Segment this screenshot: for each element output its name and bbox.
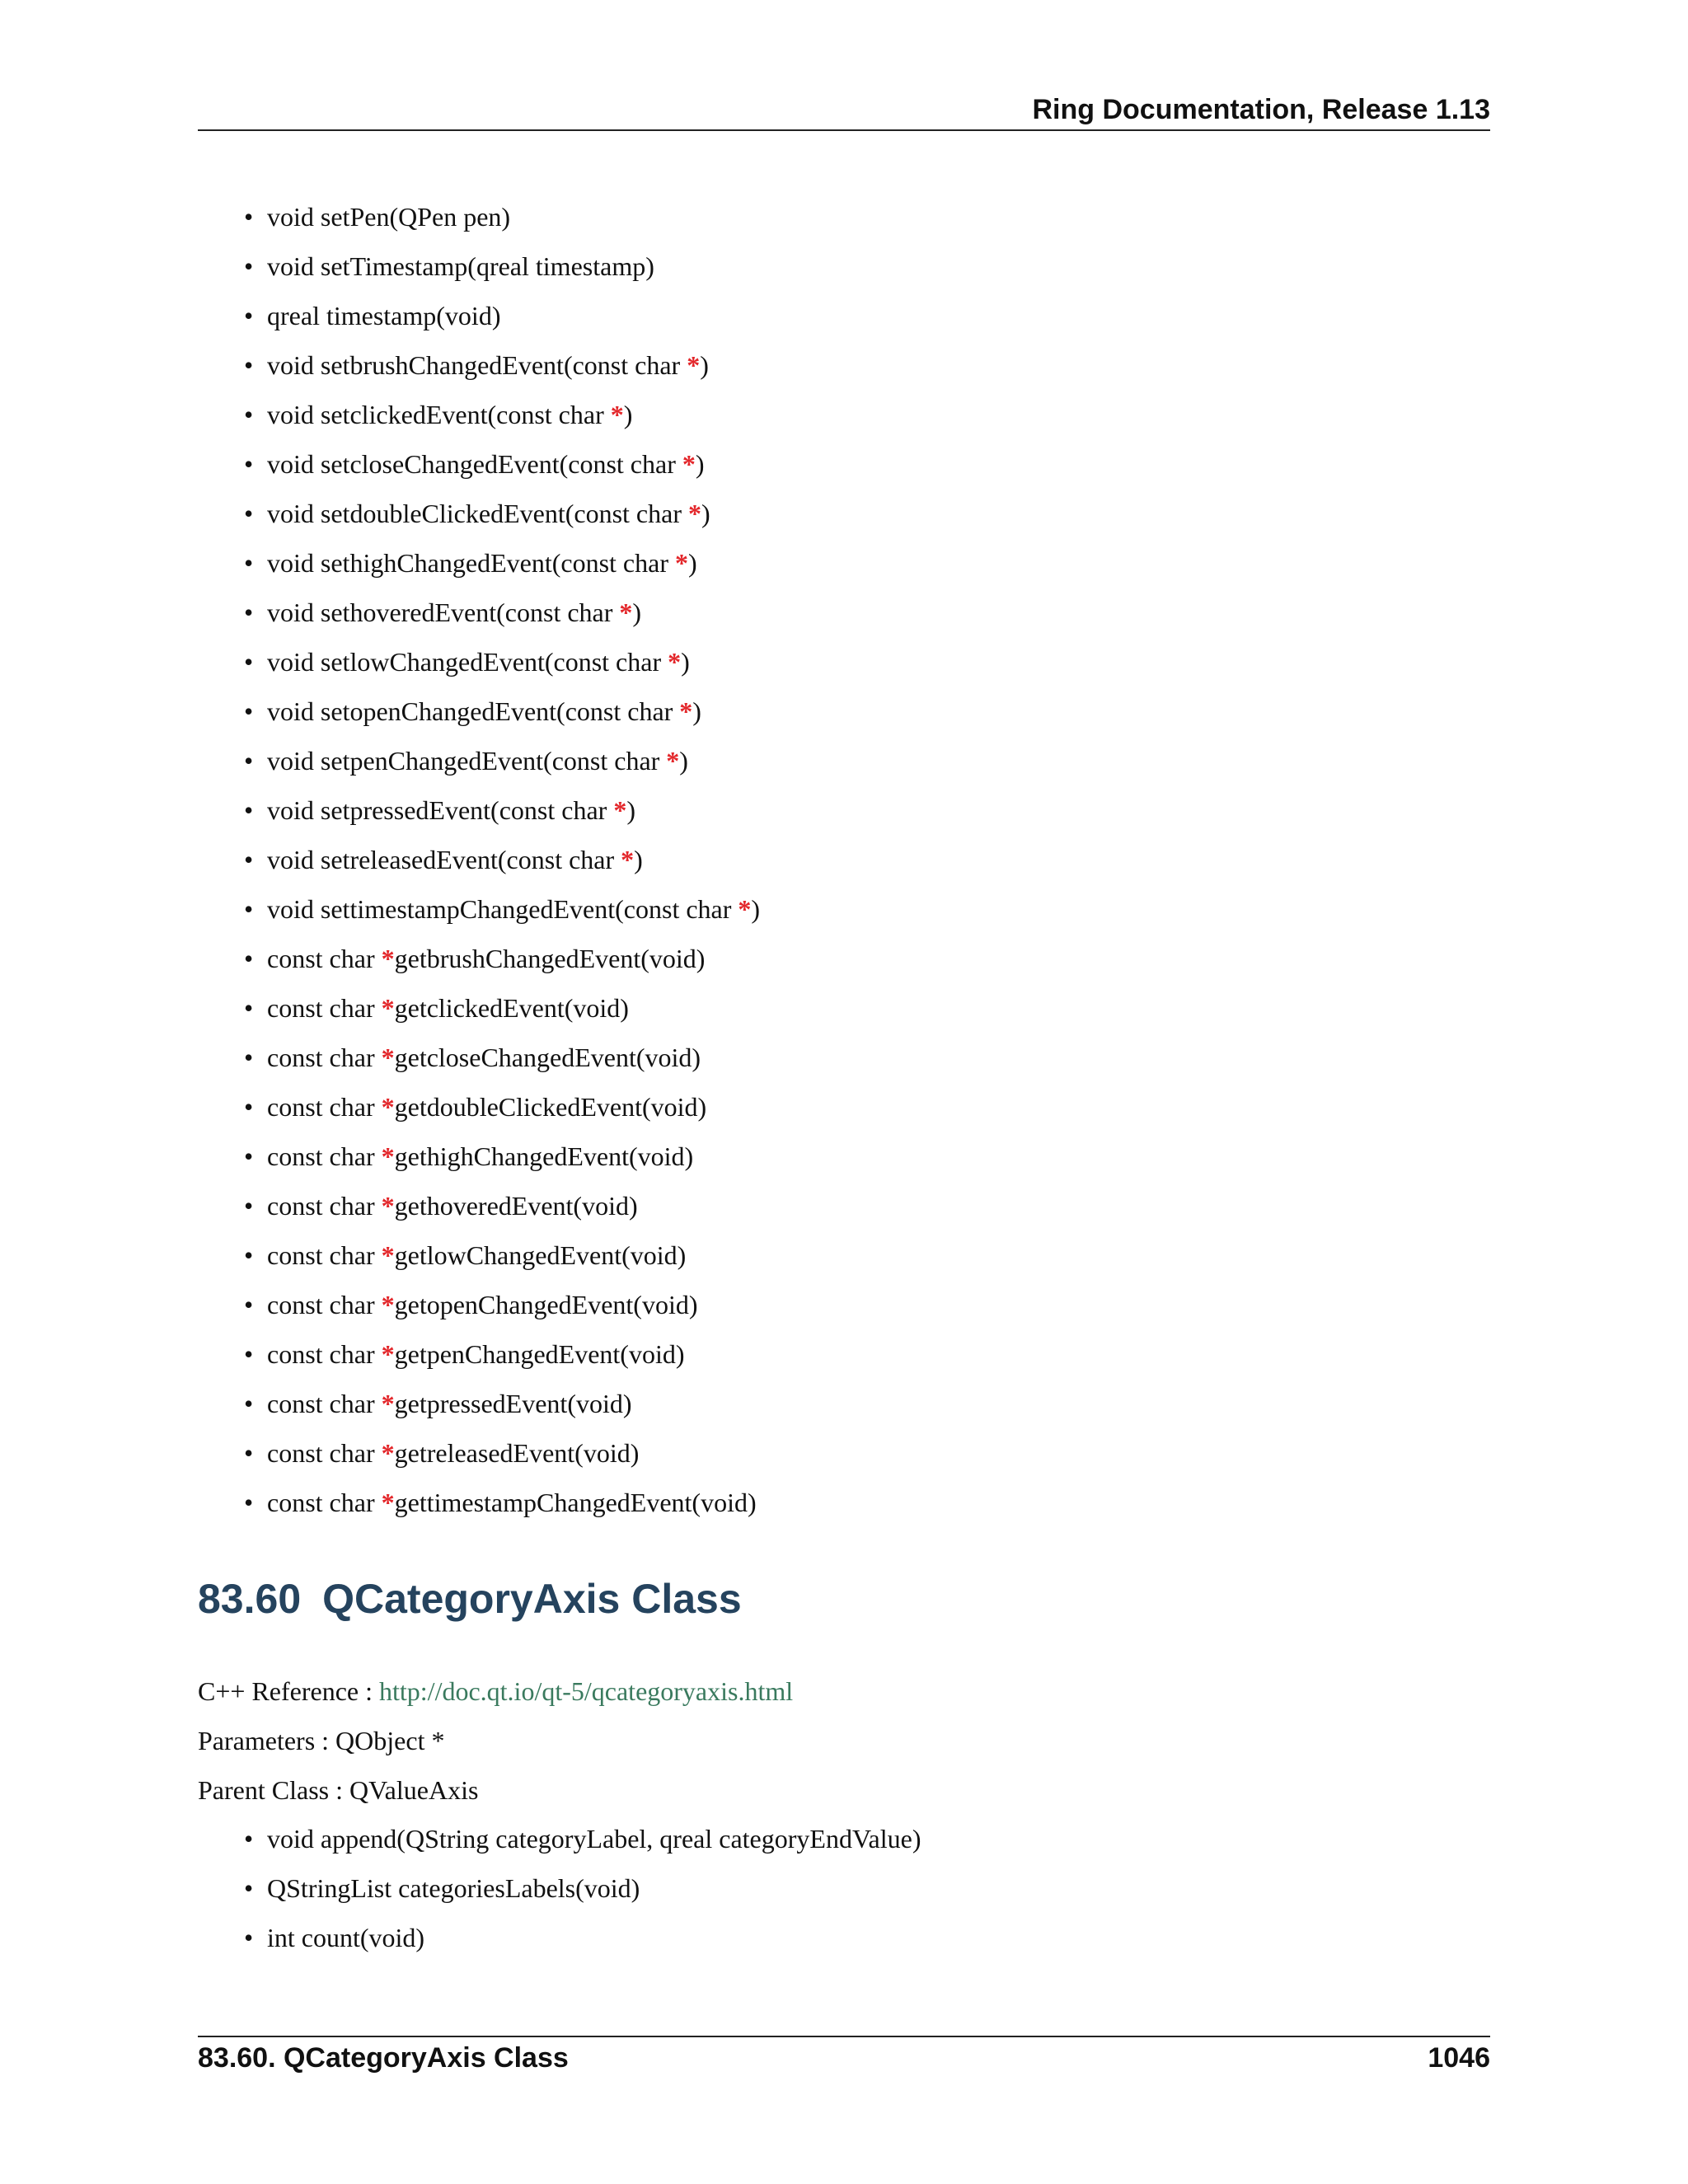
pointer-star: * — [381, 1339, 395, 1369]
bullet-icon: • — [244, 548, 254, 578]
method-item — [244, 736, 1480, 785]
pointer-star: * — [381, 944, 395, 973]
method-text-end: getlowChangedEvent(void) — [394, 1240, 687, 1270]
method-text: void setbrushChangedEvent(const char — [267, 350, 687, 380]
parameters-line: Parameters : QObject * — [198, 1726, 445, 1755]
pointer-star: * — [738, 894, 752, 924]
bullet-icon: • — [244, 647, 254, 677]
section-number: 83.60 — [198, 1576, 302, 1622]
pointer-star: * — [381, 1141, 395, 1171]
method-item — [244, 785, 1480, 835]
footer-section: 83.60. QCategoryAxis Class — [198, 2042, 569, 2074]
method-text-end: gethoveredEvent(void) — [394, 1191, 638, 1221]
bullet-icon: • — [244, 202, 254, 232]
bullet-icon: • — [244, 449, 254, 479]
method-item — [244, 390, 1480, 439]
method-text: int count(void) — [267, 1923, 425, 1952]
method-item — [244, 1428, 1480, 1478]
method-text: const char — [267, 993, 382, 1023]
bullet-icon: • — [244, 993, 254, 1023]
bullet-icon: • — [244, 1488, 254, 1517]
pointer-star: * — [381, 1389, 395, 1418]
method-text-end: ) — [632, 598, 642, 627]
bullet-icon: • — [244, 350, 254, 380]
pointer-star: * — [674, 548, 688, 578]
method-text-end: ) — [687, 548, 697, 578]
page-header: Ring Documentation, Release 1.13 — [1032, 94, 1490, 125]
bullet-icon: • — [244, 1290, 254, 1319]
method-list-top — [244, 192, 1480, 1527]
page-footer — [198, 2041, 1490, 2075]
method-text: const char — [267, 1290, 382, 1319]
bullet-icon: • — [244, 1923, 254, 1952]
bullet-icon: • — [244, 696, 254, 726]
cpp-reference-line — [198, 1666, 793, 1716]
method-text-end: getclickedEvent(void) — [394, 993, 629, 1023]
method-item — [244, 1863, 1480, 1913]
pointer-star: * — [381, 1240, 395, 1270]
method-text-end: ) — [679, 746, 688, 776]
pointer-star: * — [381, 1488, 395, 1517]
cpp-reference-label: C++ Reference : — [198, 1676, 379, 1706]
pointer-star: * — [668, 647, 682, 677]
parent-class-line: Parent Class : QValueAxis — [198, 1775, 479, 1805]
bullet-icon: • — [244, 1824, 254, 1854]
method-item — [244, 983, 1480, 1033]
method-text-end: getreleasedEvent(void) — [394, 1438, 640, 1468]
method-text-end: ) — [681, 647, 690, 677]
bullet-icon: • — [244, 301, 254, 330]
method-text: const char — [267, 944, 382, 973]
method-text: void sethoveredEvent(const char — [267, 598, 620, 627]
method-item — [244, 1814, 1480, 1863]
method-text: void setreleasedEvent(const char — [267, 845, 621, 874]
pointer-star: * — [381, 1043, 395, 1072]
section-title-text: QCategoryAxis Class — [322, 1576, 742, 1622]
method-item — [244, 884, 1480, 934]
section-heading — [198, 1574, 742, 1624]
method-text: void setclickedEvent(const char — [267, 400, 611, 429]
method-text-end: getpressedEvent(void) — [394, 1389, 632, 1418]
bullet-icon: • — [244, 795, 254, 825]
pointer-star: * — [381, 1092, 395, 1122]
method-item — [244, 192, 1480, 241]
method-item — [244, 1478, 1480, 1527]
bullet-icon: • — [244, 1389, 254, 1418]
method-text: const char — [267, 1191, 382, 1221]
method-text: void setPen(QPen pen) — [267, 202, 511, 232]
method-list-section — [244, 1814, 1480, 1962]
method-text: const char — [267, 1240, 382, 1270]
bullet-icon: • — [244, 1339, 254, 1369]
bullet-icon: • — [244, 845, 254, 874]
method-text-end: getcloseChangedEvent(void) — [394, 1043, 701, 1072]
bullet-icon: • — [244, 746, 254, 776]
method-text-end: ) — [623, 400, 633, 429]
pointer-star: * — [621, 845, 635, 874]
bullet-icon: • — [244, 1240, 254, 1270]
pointer-star: * — [682, 449, 696, 479]
method-item — [244, 1181, 1480, 1230]
method-text: const char — [267, 1092, 382, 1122]
method-text-end: ) — [692, 696, 701, 726]
method-item — [244, 489, 1480, 538]
pointer-star: * — [381, 1191, 395, 1221]
header-rule — [198, 129, 1490, 131]
pointer-star: * — [381, 1438, 395, 1468]
page-number: 1046 — [1428, 2042, 1490, 2074]
pointer-star: * — [613, 795, 627, 825]
method-item — [244, 588, 1480, 637]
method-item — [244, 241, 1480, 291]
method-item — [244, 1082, 1480, 1132]
method-text-end: ) — [701, 499, 710, 528]
method-item — [244, 1329, 1480, 1379]
pointer-star: * — [381, 1290, 395, 1319]
method-text: void setopenChangedEvent(const char — [267, 696, 680, 726]
method-text-end: ) — [751, 894, 761, 924]
method-text: const char — [267, 1043, 382, 1072]
bullet-icon: • — [244, 1092, 254, 1122]
method-item — [244, 1132, 1480, 1181]
footer-rule — [198, 2036, 1490, 2037]
method-item — [244, 538, 1480, 588]
method-text: void setpenChangedEvent(const char — [267, 746, 667, 776]
method-text-end: ) — [700, 350, 709, 380]
bullet-icon: • — [244, 1191, 254, 1221]
method-item — [244, 1280, 1480, 1329]
method-text: const char — [267, 1339, 382, 1369]
method-text: qreal timestamp(void) — [267, 301, 501, 330]
cpp-reference-link[interactable]: http://doc.qt.io/qt-5/qcategoryaxis.html — [379, 1676, 794, 1706]
method-text-end: ) — [634, 845, 643, 874]
method-item — [244, 439, 1480, 489]
pointer-star: * — [666, 746, 680, 776]
method-text-end: getpenChangedEvent(void) — [394, 1339, 685, 1369]
method-text: const char — [267, 1141, 382, 1171]
bullet-icon: • — [244, 1873, 254, 1903]
method-text-end: getopenChangedEvent(void) — [394, 1290, 698, 1319]
method-item — [244, 637, 1480, 687]
bullet-icon: • — [244, 1043, 254, 1072]
method-text-end: ) — [626, 795, 635, 825]
method-text: const char — [267, 1488, 382, 1517]
method-text: void settimestampChangedEvent(const char — [267, 894, 738, 924]
method-item — [244, 835, 1480, 884]
method-text: QStringList categoriesLabels(void) — [267, 1873, 640, 1903]
pointer-star: * — [687, 350, 701, 380]
bullet-icon: • — [244, 251, 254, 281]
method-item — [244, 1230, 1480, 1280]
bullet-icon: • — [244, 944, 254, 973]
method-text-end: getdoubleClickedEvent(void) — [394, 1092, 707, 1122]
method-item — [244, 687, 1480, 736]
method-text-end: ) — [695, 449, 705, 479]
method-text: void setcloseChangedEvent(const char — [267, 449, 682, 479]
pointer-star: * — [610, 400, 624, 429]
method-item — [244, 1033, 1480, 1082]
method-item — [244, 1379, 1480, 1428]
pointer-star: * — [619, 598, 633, 627]
bullet-icon: • — [244, 1141, 254, 1171]
method-item — [244, 340, 1480, 390]
method-text: void setlowChangedEvent(const char — [267, 647, 668, 677]
method-text: void setdoubleClickedEvent(const char — [267, 499, 688, 528]
bullet-icon: • — [244, 400, 254, 429]
method-text: const char — [267, 1389, 382, 1418]
pointer-star: * — [381, 993, 395, 1023]
bullet-icon: • — [244, 894, 254, 924]
method-text: void setTimestamp(qreal timestamp) — [267, 251, 654, 281]
bullet-icon: • — [244, 598, 254, 627]
method-text-end: gettimestampChangedEvent(void) — [394, 1488, 757, 1517]
method-text: void setpressedEvent(const char — [267, 795, 614, 825]
bullet-icon: • — [244, 499, 254, 528]
bullet-icon: • — [244, 1438, 254, 1468]
method-text: void sethighChangedEvent(const char — [267, 548, 675, 578]
pointer-star: * — [679, 696, 693, 726]
method-text-end: getbrushChangedEvent(void) — [394, 944, 706, 973]
method-text: void append(QString categoryLabel, qreal categoryEndValue) — [267, 1824, 921, 1854]
method-text: const char — [267, 1438, 382, 1468]
method-item — [244, 291, 1480, 340]
method-item — [244, 934, 1480, 983]
method-text-end: gethighChangedEvent(void) — [394, 1141, 694, 1171]
pointer-star: * — [687, 499, 701, 528]
method-item — [244, 1913, 1480, 1962]
